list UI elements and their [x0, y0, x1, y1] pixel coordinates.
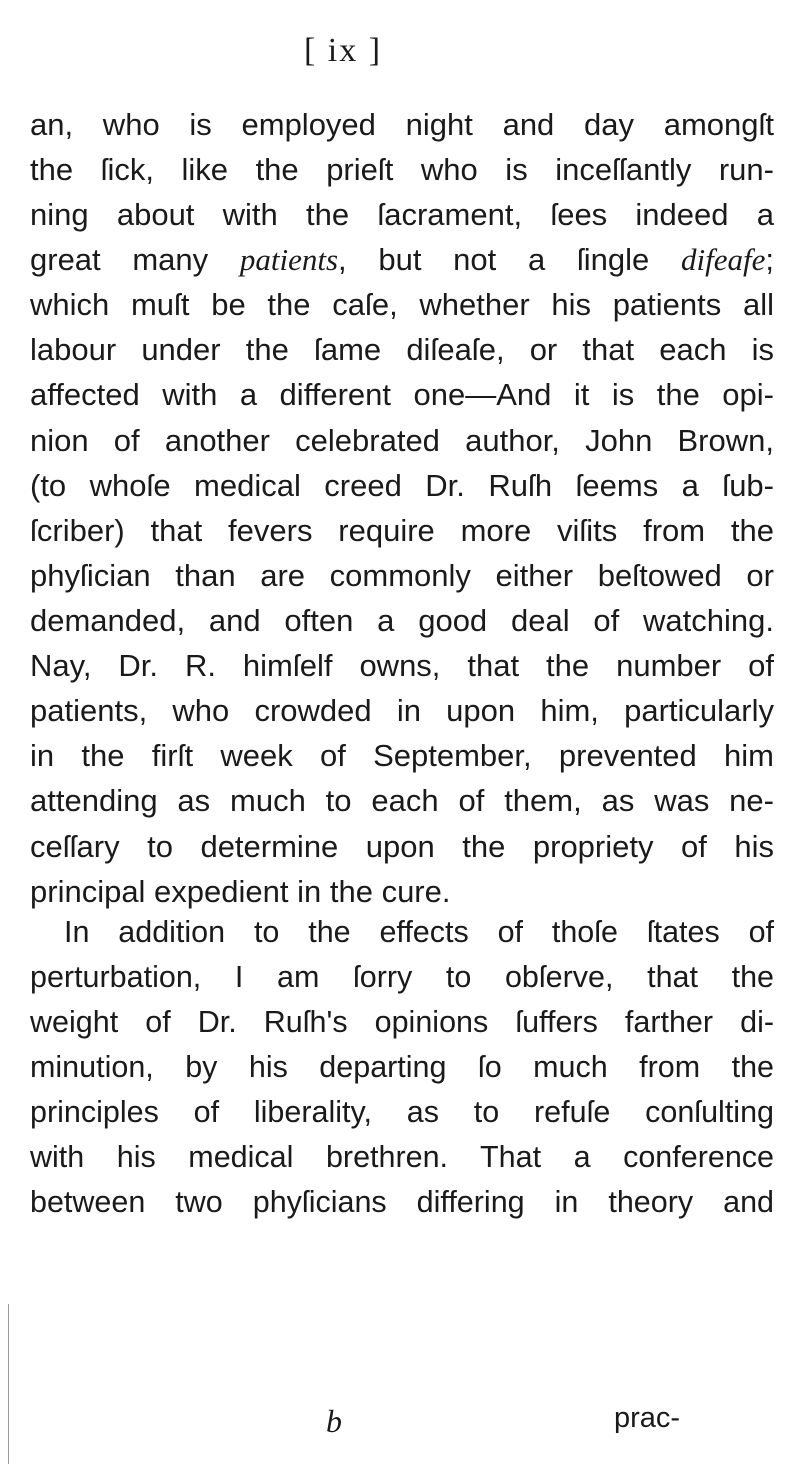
text-line: nion of another celebrated author, John Brown, — [30, 423, 774, 458]
italic-word: difeafe — [681, 242, 766, 277]
text-line: demanded, and often a good deal of watching. — [30, 603, 774, 638]
text-line: Nay, Dr. R. himſelf owns, that the number of — [30, 648, 774, 683]
text-line: labour under the ſame diſeaſe, or that each is — [30, 332, 774, 367]
text-line: with his medical brethren. That a conference — [30, 1140, 774, 1174]
text-line: In addition to the effects of thoſe ſtates of — [64, 915, 774, 949]
text-line: which muſt be the caſe, whether his patients all — [30, 287, 774, 322]
text-segment: great many — [30, 242, 240, 277]
catchword: prac- — [614, 1402, 681, 1434]
text-line: affected with a different one—And it is the opi- — [30, 377, 774, 412]
text-line: minution, by his departing ſo much from the — [30, 1050, 774, 1084]
text-line: patients, who crowded in upon him, particularly — [30, 693, 774, 728]
page-number-header: [ ix ] — [303, 32, 383, 69]
text-segment: , but not a ſingle — [338, 242, 681, 277]
text-line: perturbation, I am ſorry to obſerve, that the — [30, 960, 774, 994]
text-segment: ; — [765, 242, 774, 277]
text-line: attending as much to each of them, as was ne- — [30, 783, 774, 818]
text-line: in the firſt week of September, prevented him — [30, 738, 774, 773]
text-line — [30, 238, 774, 282]
text-line: weight of Dr. Ruſh's opinions ſuffers farther di- — [30, 1005, 774, 1039]
text-line: ſcriber) that fevers require more viſits from the — [30, 513, 774, 548]
signature-mark: b — [326, 1403, 342, 1439]
page-edge-line — [8, 1304, 9, 1464]
italic-word: patients — [239, 242, 339, 277]
text-line: the ſick, like the prieſt who is inceſſantly run- — [30, 152, 774, 187]
text-line: an, who is employed night and day amongſt — [30, 107, 774, 142]
text-line: between two phyſicians differing in theory and — [30, 1185, 774, 1219]
text-line: ning about with the ſacrament, ſees indeed a — [30, 197, 774, 232]
text-line: phyſician than are commonly either beſtowed or — [30, 558, 774, 593]
text-line: principal expedient in the cure. — [30, 874, 451, 909]
text-line: principles of liberality, as to refuſe conſulting — [30, 1095, 774, 1129]
text-line: (to whoſe medical creed Dr. Ruſh ſeems a ſub- — [30, 468, 774, 503]
text-line: ceſſary to determine upon the propriety of his — [30, 829, 774, 864]
